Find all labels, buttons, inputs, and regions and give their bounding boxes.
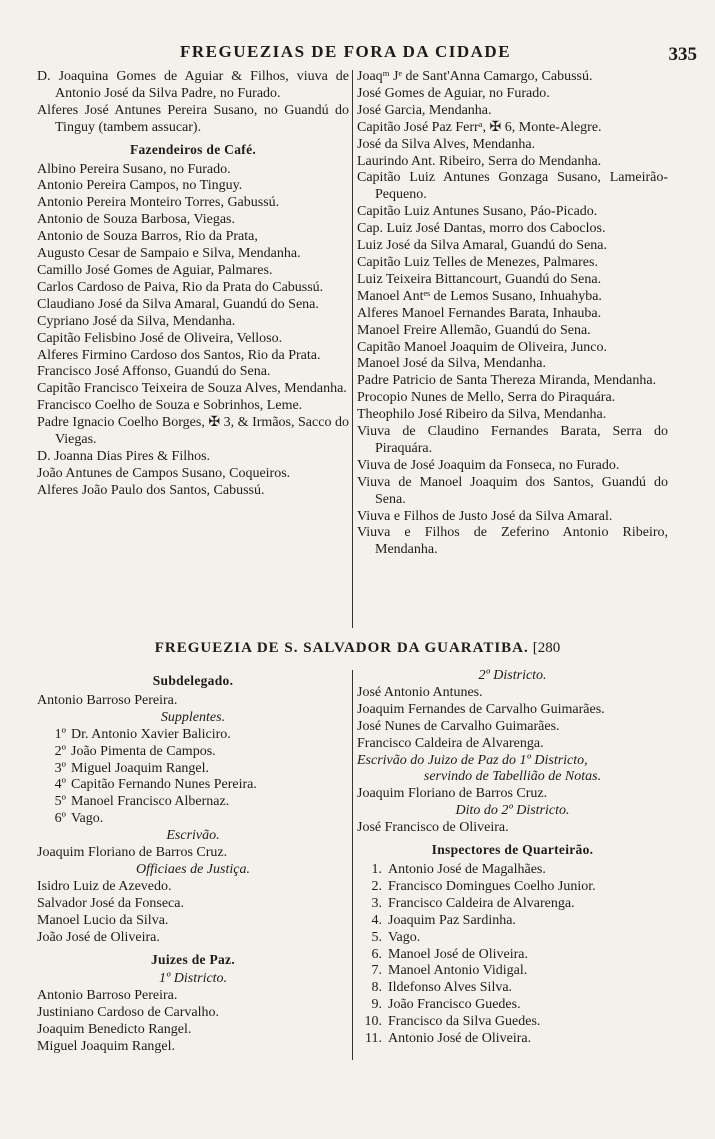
farmer-entry: João Antunes de Campos Susano, Coqueiros. xyxy=(37,465,291,481)
item-name: Miguel Joaquim Rangel. xyxy=(71,760,210,776)
page-number: 335 xyxy=(668,44,697,65)
juiz-entry: Francisco Caldeira de Alvarenga. xyxy=(357,735,544,751)
top-left-column xyxy=(37,69,349,500)
escrivao-juizo-heading-line1: Escrivão do Juizo de Paz do 1º Districto, xyxy=(357,752,588,768)
farmer-entry: Capitão José Paz Ferrᵃ, ✠ 6, Monte-Alegre. xyxy=(357,119,602,135)
official-entry: Manoel Lucio da Silva. xyxy=(37,912,169,928)
farmer-entry: Camillo José Gomes de Aguiar, Palmares. xyxy=(37,262,273,278)
item-name: Manoel Antonio Vidigal. xyxy=(388,963,528,979)
inspector-entry xyxy=(362,1031,668,1048)
inspector-entry xyxy=(362,896,668,913)
item-name: Dr. Antonio Xavier Baliciro. xyxy=(71,726,231,742)
farmer-entry: Cypriano José da Silva, Mendanha. xyxy=(37,313,236,329)
juiz-entry: Miguel Joaquim Rangel. xyxy=(37,1039,176,1055)
inspector-entry xyxy=(362,980,668,997)
farmer-entry: Laurindo Ant. Ribeiro, Serra do Mendanha. xyxy=(357,153,602,169)
farmer-entry: Viuva de Manoel Joaquim dos Santos, Guandú do Sena. xyxy=(357,474,668,507)
top-right-column xyxy=(357,69,668,559)
farmer-entry: Antonio de Souza Barros, Rio da Prata, xyxy=(37,229,258,245)
farmer-entry: Joaqᵐ Jᵉ de Sant'Anna Camargo, Cabussú. xyxy=(357,69,593,84)
item-number: 9. xyxy=(371,997,382,1013)
distrito1-list xyxy=(37,988,349,1056)
official-entry: Salvador José da Fonseca. xyxy=(37,895,184,911)
farmer-entry: Capitão Felisbino José de Oliveira, Velloso. xyxy=(37,330,283,346)
inspectores-list xyxy=(357,862,668,1048)
item-number: 11. xyxy=(365,1031,382,1047)
item-name: Antonio José de Oliveira. xyxy=(388,1031,532,1047)
item-number: 8. xyxy=(371,980,382,996)
farmer-entry: Capitão Francisco Teixeira de Souza Alves, Mendanha. xyxy=(37,381,347,397)
farmer-entry: Alferes José Antunes Pereira Susano, no Guandú do Tinguy (tambem assucar). xyxy=(37,102,349,135)
farmer-entry: Alferes João Paulo dos Santos, Cabussú. xyxy=(37,482,265,498)
column-divider xyxy=(352,670,353,1060)
item-name: João Pimenta de Campos. xyxy=(71,743,216,759)
farmer-entry: Theophilo José Ribeiro da Silva, Mendanha. xyxy=(357,407,607,423)
item-name: Capitão Fernando Nunes Pereira. xyxy=(71,777,257,793)
inspector-entry xyxy=(362,913,668,930)
item-number: 2. xyxy=(371,878,382,894)
farmer-entry: José da Silva Alves, Mendanha. xyxy=(357,136,536,152)
inspectores-heading: Inspectores de Quarteirão. xyxy=(431,842,594,858)
page-header xyxy=(0,42,715,66)
item-number: 4º xyxy=(54,777,66,793)
dito-heading: Dito do 2º Districto. xyxy=(455,803,570,819)
subdelegado-name: Antonio Barroso Pereira. xyxy=(37,692,178,708)
running-title: FREGUEZIAS DE FORA DA CIDADE xyxy=(180,42,512,61)
item-name: Francisco Domingues Coelho Junior. xyxy=(388,878,596,894)
escrivao-name: Joaquim Floriano de Barros Cruz. xyxy=(37,845,228,861)
item-number: 6º xyxy=(54,811,66,827)
inspector-entry xyxy=(362,1014,668,1031)
item-name: Francisco Caldeira de Alvarenga. xyxy=(388,895,575,911)
supplentes-list xyxy=(37,727,349,828)
farmer-entry: Claudiano José da Silva Amaral, Guandú do Sena. xyxy=(37,296,319,312)
farmer-entry: Antonio Pereira Monteiro Torres, Gabussú. xyxy=(37,195,280,211)
escrivao-juizo-name: Joaquim Floriano de Barros Cruz. xyxy=(357,786,548,802)
section-title: FREGUEZIA DE S. SALVADOR DA GUARATIBA. xyxy=(154,640,529,656)
inspector-entry xyxy=(362,879,668,896)
farmer-entry: Manoel Freire Allemão, Guandú do Sena. xyxy=(357,322,591,338)
farmer-list-right xyxy=(357,69,668,559)
juizes-heading: Juizes de Paz. xyxy=(150,951,236,967)
supplentes-heading: Supplentes. xyxy=(160,709,226,725)
cafe-farmer-list xyxy=(37,162,349,500)
farmer-entry: Alferes Firmino Cardoso dos Santos, Rio da Prata. xyxy=(37,347,321,363)
distrito1-heading: 1º Districto. xyxy=(158,971,228,987)
item-number: 3º xyxy=(54,760,66,776)
item-name: Vago. xyxy=(388,929,421,945)
inspector-entry xyxy=(362,963,668,980)
juiz-entry: Justiniano Cardoso de Carvalho. xyxy=(37,1005,219,1021)
supplente-entry xyxy=(42,727,349,744)
farmer-entry: Francisco Coelho de Souza e Sobrinhos, Leme. xyxy=(37,398,303,414)
official-entry: João José de Oliveira. xyxy=(37,929,160,945)
item-name: Vago. xyxy=(71,811,104,827)
subdelegado-heading: Subdelegado. xyxy=(152,673,234,688)
item-number: 1º xyxy=(54,726,66,742)
farmer-entry: Alferes Manoel Fernandes Barata, Inhauba. xyxy=(357,305,602,321)
dito-name: José Francisco de Oliveira. xyxy=(357,820,509,836)
item-number: 6. xyxy=(371,946,382,962)
officiaes-heading: Officiaes de Justiça. xyxy=(136,861,250,877)
farmer-entry: Francisco José Affonso, Guandú do Sena. xyxy=(37,364,271,380)
farmer-entry: Luiz Teixeira Bittancourt, Guandú do Sena. xyxy=(357,271,602,287)
item-number: 4. xyxy=(371,912,382,928)
farmer-entry: José Gomes de Aguiar, no Furado. xyxy=(357,85,550,101)
farmer-list-top xyxy=(37,69,349,137)
bottom-left-column xyxy=(37,668,349,1056)
farmer-entry: Procopio Nunes de Mello, Serra do Piraquára. xyxy=(357,390,616,406)
juiz-entry: Antonio Barroso Pereira. xyxy=(37,988,178,1004)
item-number: 5. xyxy=(371,929,382,945)
item-number: 10. xyxy=(364,1014,382,1030)
item-number: 5º xyxy=(54,794,66,810)
item-number: 7. xyxy=(371,963,382,979)
juiz-entry: Joaquim Benedicto Rangel. xyxy=(37,1022,192,1038)
farmer-entry: Viuva de José Joaquim da Fonseca, no Furado. xyxy=(357,457,620,473)
farmer-entry: Cap. Luiz José Dantas, morro dos Caboclos. xyxy=(357,221,606,237)
farmer-entry: Padre Ignacio Coelho Borges, ✠ 3, & Irmãos, Sacco do Viegas. xyxy=(37,415,349,448)
distrito2-heading: 2º Districto. xyxy=(478,668,547,683)
farmer-entry: Antonio Pereira Campos, no Tinguy. xyxy=(37,178,243,194)
farmer-entry: José Garcia, Mendanha. xyxy=(357,102,492,118)
inspector-entry xyxy=(362,930,668,947)
distrito2-list xyxy=(357,685,668,753)
item-name: Francisco da Silva Guedes. xyxy=(388,1014,541,1030)
farmer-entry: Viuva e Filhos de Justo José da Silva Amaral. xyxy=(357,508,613,524)
supplente-entry xyxy=(42,744,349,761)
supplente-entry xyxy=(42,811,349,828)
item-name: Manoel Francisco Albernaz. xyxy=(71,794,230,810)
farmer-entry: Capitão Luiz Antunes Gonzaga Susano, Lameirão-Pequeno. xyxy=(357,170,668,203)
supplente-entry xyxy=(42,761,349,778)
farmer-entry: Capitão Manoel Joaquim de Oliveira, Junco. xyxy=(357,339,607,355)
juiz-entry: Joaquim Fernandes de Carvalho Guimarães. xyxy=(357,701,605,717)
farmer-entry: D. Joaquina Gomes de Aguiar & Filhos, viuva de Antonio José da Silva Padre, no Furado. xyxy=(37,69,349,101)
juiz-entry: José Antonio Antunes. xyxy=(357,684,483,700)
item-number: 2º xyxy=(54,743,66,759)
item-name: Antonio José de Magalhães. xyxy=(388,861,546,877)
farmer-entry: Capitão Luiz Antunes Susano, Páo-Picado. xyxy=(357,204,598,220)
farmer-entry: Augusto Cesar de Sampaio e Silva, Mendanha. xyxy=(37,246,301,262)
bottom-right-column xyxy=(357,668,668,1048)
cafe-heading: Fazendeiros de Café. xyxy=(129,141,257,157)
escrivao-juizo-heading-line2: servindo de Tabellião de Notas. xyxy=(423,769,602,785)
juiz-entry: José Nunes de Carvalho Guimarães. xyxy=(357,718,560,734)
farmer-entry: Carlos Cardoso de Paiva, Rio da Prata do Cabussú. xyxy=(37,279,324,295)
farmer-entry: Viuva e Filhos de Zeferino Antonio Ribeiro, Mendanha. xyxy=(357,525,668,558)
section-suffix: [280 xyxy=(532,640,561,656)
item-name: João Francisco Guedes. xyxy=(388,997,521,1013)
escrivao-heading: Escrivão. xyxy=(166,828,220,844)
farmer-entry: Viuva de Claudino Fernandes Barata, Serra do Piraquára. xyxy=(357,424,668,456)
supplente-entry xyxy=(42,777,349,794)
inspector-entry xyxy=(362,947,668,964)
farmer-entry: Manoel Antᵉˢ de Lemos Susano, Inhuahyba. xyxy=(357,288,602,304)
official-entry: Isidro Luiz de Azevedo. xyxy=(37,878,172,894)
supplente-entry xyxy=(42,794,349,811)
farmer-entry: Antonio de Souza Barbosa, Viegas. xyxy=(37,212,235,228)
item-name: Joaquim Paz Sardinha. xyxy=(388,912,516,928)
farmer-entry: Padre Patricio de Santa Thereza Miranda, Mendanha. xyxy=(357,373,657,389)
inspector-entry xyxy=(362,997,668,1014)
officiaes-list xyxy=(37,879,349,947)
item-name: Ildefonso Alves Silva. xyxy=(388,980,513,996)
farmer-entry: Manoel José da Silva, Mendanha. xyxy=(357,356,546,372)
farmer-entry: D. Joanna Dias Pires & Filhos. xyxy=(37,448,211,464)
farmer-entry: Capitão Luiz Telles de Menezes, Palmares. xyxy=(357,254,598,270)
column-divider xyxy=(352,70,353,628)
item-number: 1. xyxy=(371,861,382,877)
farmer-entry: Luiz José da Silva Amaral, Guandú do Sena. xyxy=(357,238,608,254)
item-name: Manoel José de Oliveira. xyxy=(388,946,528,962)
farmer-entry: Albino Pereira Susano, no Furado. xyxy=(37,161,231,177)
item-number: 3. xyxy=(371,895,382,911)
section-heading xyxy=(0,640,715,657)
inspector-entry xyxy=(362,862,668,879)
